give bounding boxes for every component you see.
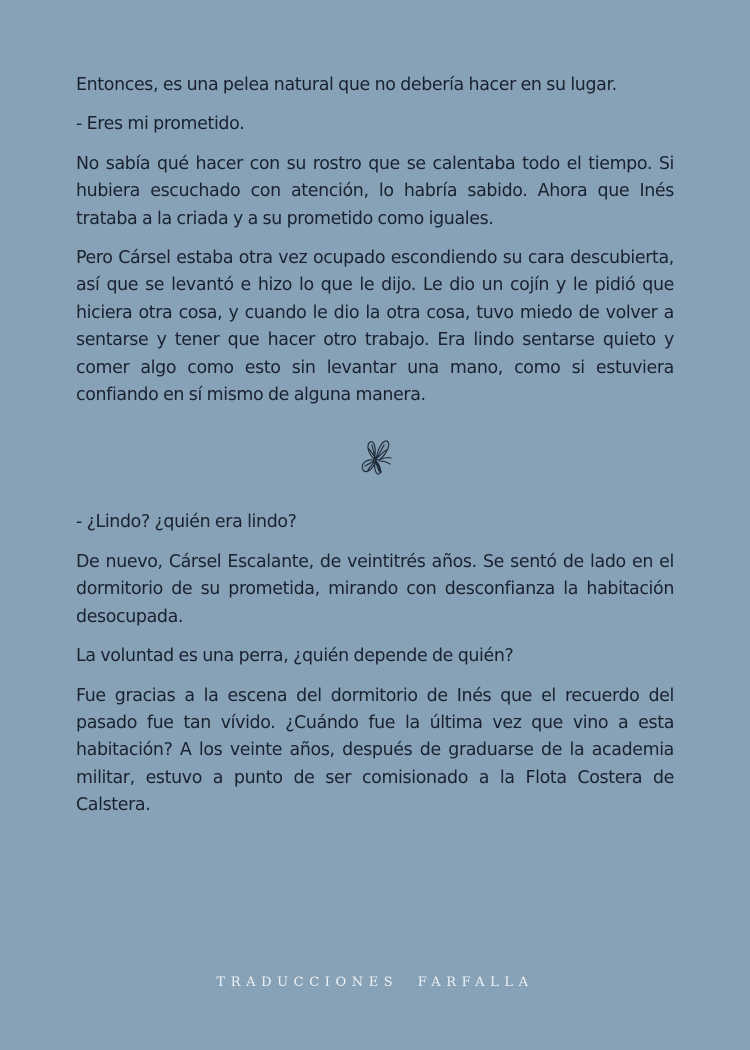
paragraph: De nuevo, Cársel Escalante, de veintitrés años. Se sentó de lado en el dormitorio de su prometida, mirando con desconfianza la habitación desocupada. — [76, 551, 674, 627]
butterfly-icon — [352, 435, 398, 481]
paragraph: Pero Cársel estaba otra vez ocupado escondiendo su cara descubierta, así que se levantó e hizo lo que le dijo. Le dio un cojín y le pidió que hiciera otra cosa, y cuando le dio la otra cosa, tuvo miedo de volver a sentarse y tener que hacer otro trabajo. Era lindo sentarse quieto y comer algo como esto sin levantar una mano, como si estuviera confiando en sí mismo de alguna manera. — [76, 248, 674, 406]
document-body — [76, 72, 674, 832]
dialogue-line: - Eres mi prometido. — [76, 114, 245, 135]
dialogue-line: - ¿Lindo? ¿quién era lindo? — [76, 512, 297, 533]
paragraph: Entonces, es una pelea natural que no debería hacer en su lugar. — [76, 75, 617, 95]
paragraph: No sabía qué hacer con su rostro que se calentaba todo el tiempo. Si hubiera escuchado con atención, lo habría sabido. Ahora que Inés trataba a la criada y a su prometido como iguales. — [76, 153, 674, 229]
paragraph: La voluntad es una perra, ¿quién depende de quién? — [76, 646, 514, 667]
paragraph: Fue gracias a la escena del dormitorio de Inés que el recuerdo del pasado fue tan vívido. ¿Cuándo fue la última vez que vino a esta habitación? A los veinte años, después de graduarse de la academia militar, estuvo a punto de ser comisionado a la Flota Costera de Calstera. — [76, 685, 674, 816]
footer-credit: TRADUCCIONES FARFALLA — [216, 975, 534, 990]
section-1 — [76, 72, 674, 409]
section-2 — [76, 509, 674, 819]
